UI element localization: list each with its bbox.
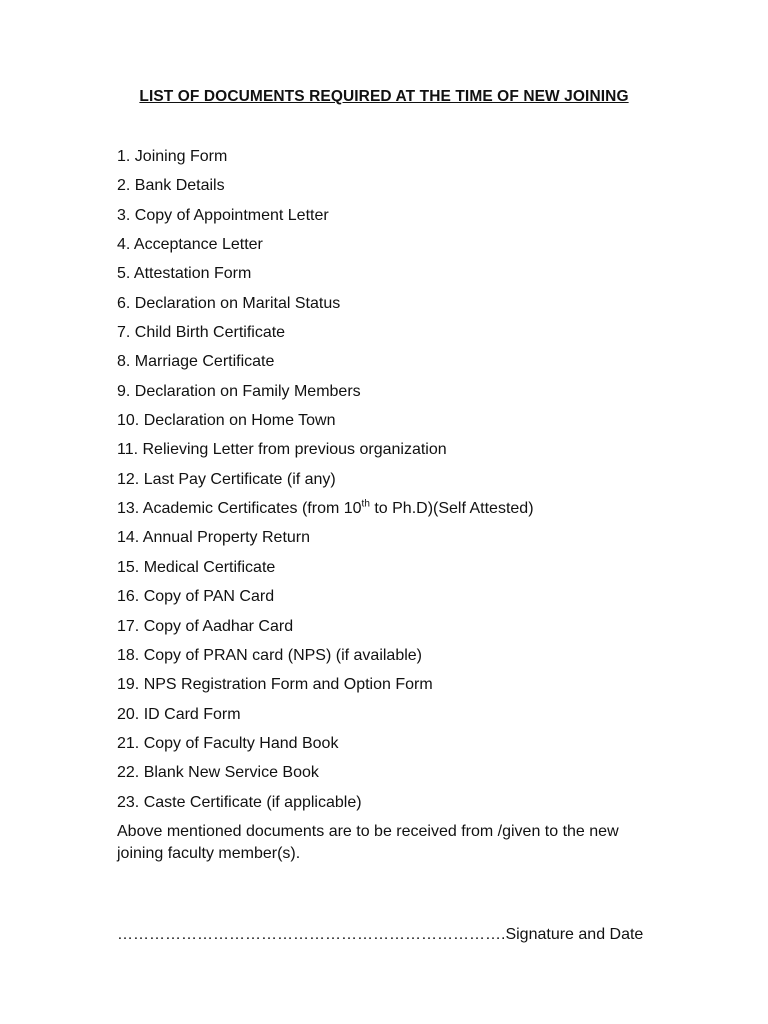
document-list-item: 17. Copy of Aadhar Card [117,617,294,635]
list-item-text: 13. Academic Certificates (from 10 [117,500,362,518]
document-list-item: 16. Copy of PAN Card [117,588,275,606]
document-list-item: 23. Caste Certificate (if applicable) [117,793,362,811]
list-item-superscript: th [361,498,370,510]
closing-note: Above mentioned documents are to be received from /given to the new joining faculty member(s). [117,823,619,862]
document-list-item: 10. Declaration on Home Town [117,412,336,430]
documents-list [117,147,534,822]
document-list-item: 11. Relieving Letter from previous organization [117,441,447,459]
signature-dotted-line: ………………………………………………………………. [117,926,506,943]
document-list-item: 19. NPS Registration Form and Option Form [117,676,433,694]
document-list-item: 22. Blank New Service Book [117,764,319,782]
document-list-item: 20. ID Card Form [117,705,241,723]
document-list-item: 3. Copy of Appointment Letter [117,206,329,224]
document-list-item: 18. Copy of PRAN card (NPS) (if available) [117,646,422,664]
document-title: LIST OF DOCUMENTS REQUIRED AT THE TIME OF NEW JOINING [139,88,629,105]
document-list-item: 15. Medical Certificate [117,558,276,576]
document-list-item [117,499,534,528]
document-list-item: 7. Child Birth Certificate [117,324,286,342]
document-list-item: 1. Joining Form [117,148,228,165]
document-list-item: 14. Annual Property Return [117,529,311,547]
document-list-item: 5. Attestation Form [117,265,252,283]
list-item-text: to Ph.D)(Self Attested) [369,500,534,518]
document-list-item: 6. Declaration on Marital Status [117,294,341,312]
document-list-item: 4. Acceptance Letter [117,236,263,254]
document-list-item: 9. Declaration on Family Members [117,382,361,400]
document-list-item: 8. Marriage Certificate [117,353,275,371]
document-list-item: 21. Copy of Faculty Hand Book [117,734,339,752]
document-list-item: 12. Last Pay Certificate (if any) [117,470,336,488]
document-list-item: 2. Bank Details [117,177,225,195]
signature-line [117,926,643,944]
signature-label: Signature and Date [505,926,644,943]
